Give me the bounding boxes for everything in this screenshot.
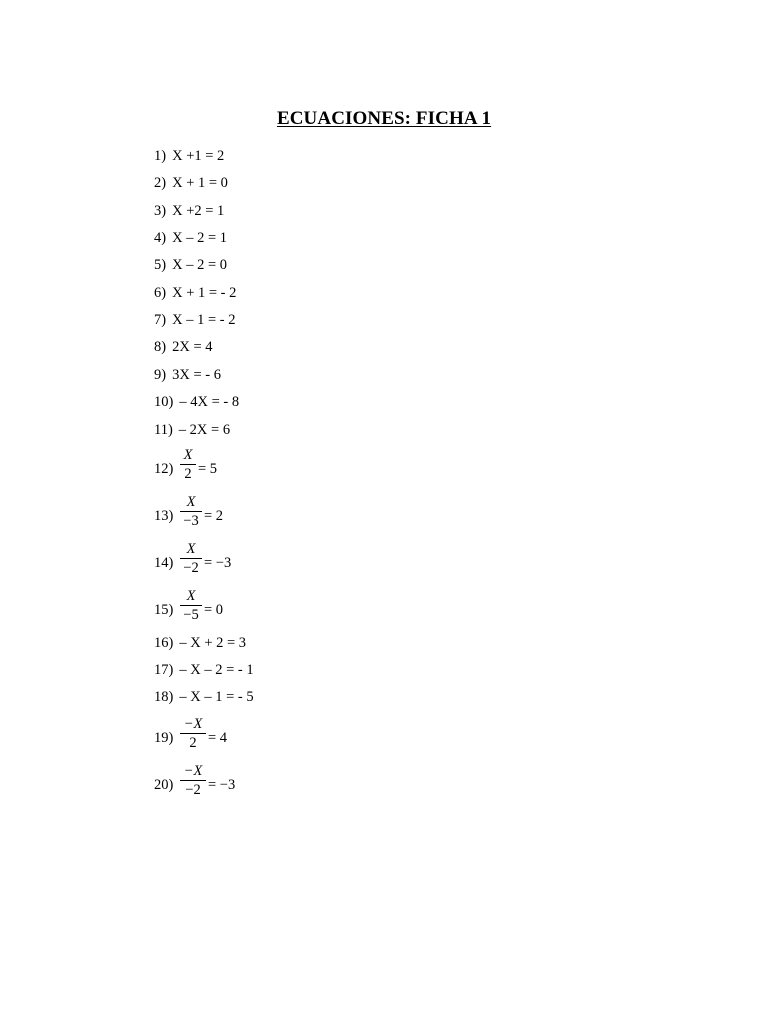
equation-expression: X – 1 = - 2 [172,312,236,328]
equation-number: 3) [154,203,167,219]
equation-number: 11) [154,422,173,438]
equation-expression: – X – 2 = - 1 [179,662,254,678]
fraction-numerator: X [183,447,193,463]
fraction-numerator: −X [183,763,203,779]
equation-number: 6) [154,285,167,301]
equation-expression: X +1 = 2 [172,148,225,164]
equation-expression: X – 2 = 1 [172,230,227,246]
equation-expression: – 2X = 6 [178,422,231,438]
equation-item [154,634,246,652]
fraction-denominator: 2 [189,735,197,751]
equation-expression: X + 1 = - 2 [172,285,237,301]
equation-expression: – X – 1 = - 5 [179,689,254,705]
fraction-denominator: −2 [185,782,201,798]
fraction-denominator: 2 [184,466,192,482]
equation-item [154,688,254,706]
equation-number: 7) [154,312,167,328]
equation-number: 12) [154,461,174,477]
fraction [180,447,196,484]
fraction [180,763,206,800]
equation-number: 9) [154,367,167,383]
equation-number: 20) [154,777,174,793]
equation-rhs: = 4 [208,730,228,746]
equation-number: 2) [154,175,167,191]
equation-item [154,311,235,329]
equation-rhs: = −3 [208,777,236,793]
fraction-numerator: X [186,541,196,557]
equation-item [154,541,274,585]
equation-expression: – X + 2 = 3 [179,635,247,651]
equation-number: 10) [154,394,174,410]
equation-item [154,366,221,384]
fraction-denominator: −3 [183,513,199,529]
equation-item [154,588,274,632]
equation-item [154,447,274,491]
equation-item [154,421,230,439]
equation-expression: – 4X = - 8 [179,394,240,410]
equation-expression: X + 1 = 0 [172,175,228,191]
fraction [180,588,202,625]
equation-item [154,174,228,192]
equation-item [154,284,236,302]
equation-item [154,661,254,679]
equation-rhs: = 0 [204,602,224,618]
fraction-denominator: −5 [183,607,199,623]
equation-number: 8) [154,339,167,355]
equation-expression: X – 2 = 0 [172,257,227,273]
page-title: ECUACIONES: FICHA 1 [276,108,492,129]
fraction [180,494,202,531]
equation-expression: 2X = 4 [172,339,213,355]
equation-rhs: = 5 [198,461,218,477]
equation-number: 18) [154,689,174,705]
equation-number: 13) [154,508,174,524]
equation-item [154,393,239,411]
fraction [180,541,202,578]
fraction-numerator: −X [183,716,203,732]
equation-item [154,229,227,247]
equation-number: 15) [154,602,174,618]
fraction [180,716,206,753]
equation-number: 5) [154,257,167,273]
equation-item [154,338,213,356]
equation-number: 14) [154,555,174,571]
equation-expression: X +2 = 1 [172,203,225,219]
equation-item [154,147,224,165]
equation-item [154,716,274,760]
equation-rhs: = −3 [204,555,232,571]
equation-number: 16) [154,635,174,651]
equation-number: 19) [154,730,174,746]
equation-expression: 3X = - 6 [172,367,221,383]
equation-item [154,202,224,220]
equation-rhs: = 2 [204,508,224,524]
fraction-numerator: X [186,588,196,604]
equation-number: 1) [154,148,167,164]
equation-number: 4) [154,230,167,246]
equation-number: 17) [154,662,174,678]
equation-item [154,763,274,807]
equation-item [154,256,227,274]
equation-item [154,494,274,538]
fraction-denominator: −2 [183,560,199,576]
fraction-numerator: X [186,494,196,510]
